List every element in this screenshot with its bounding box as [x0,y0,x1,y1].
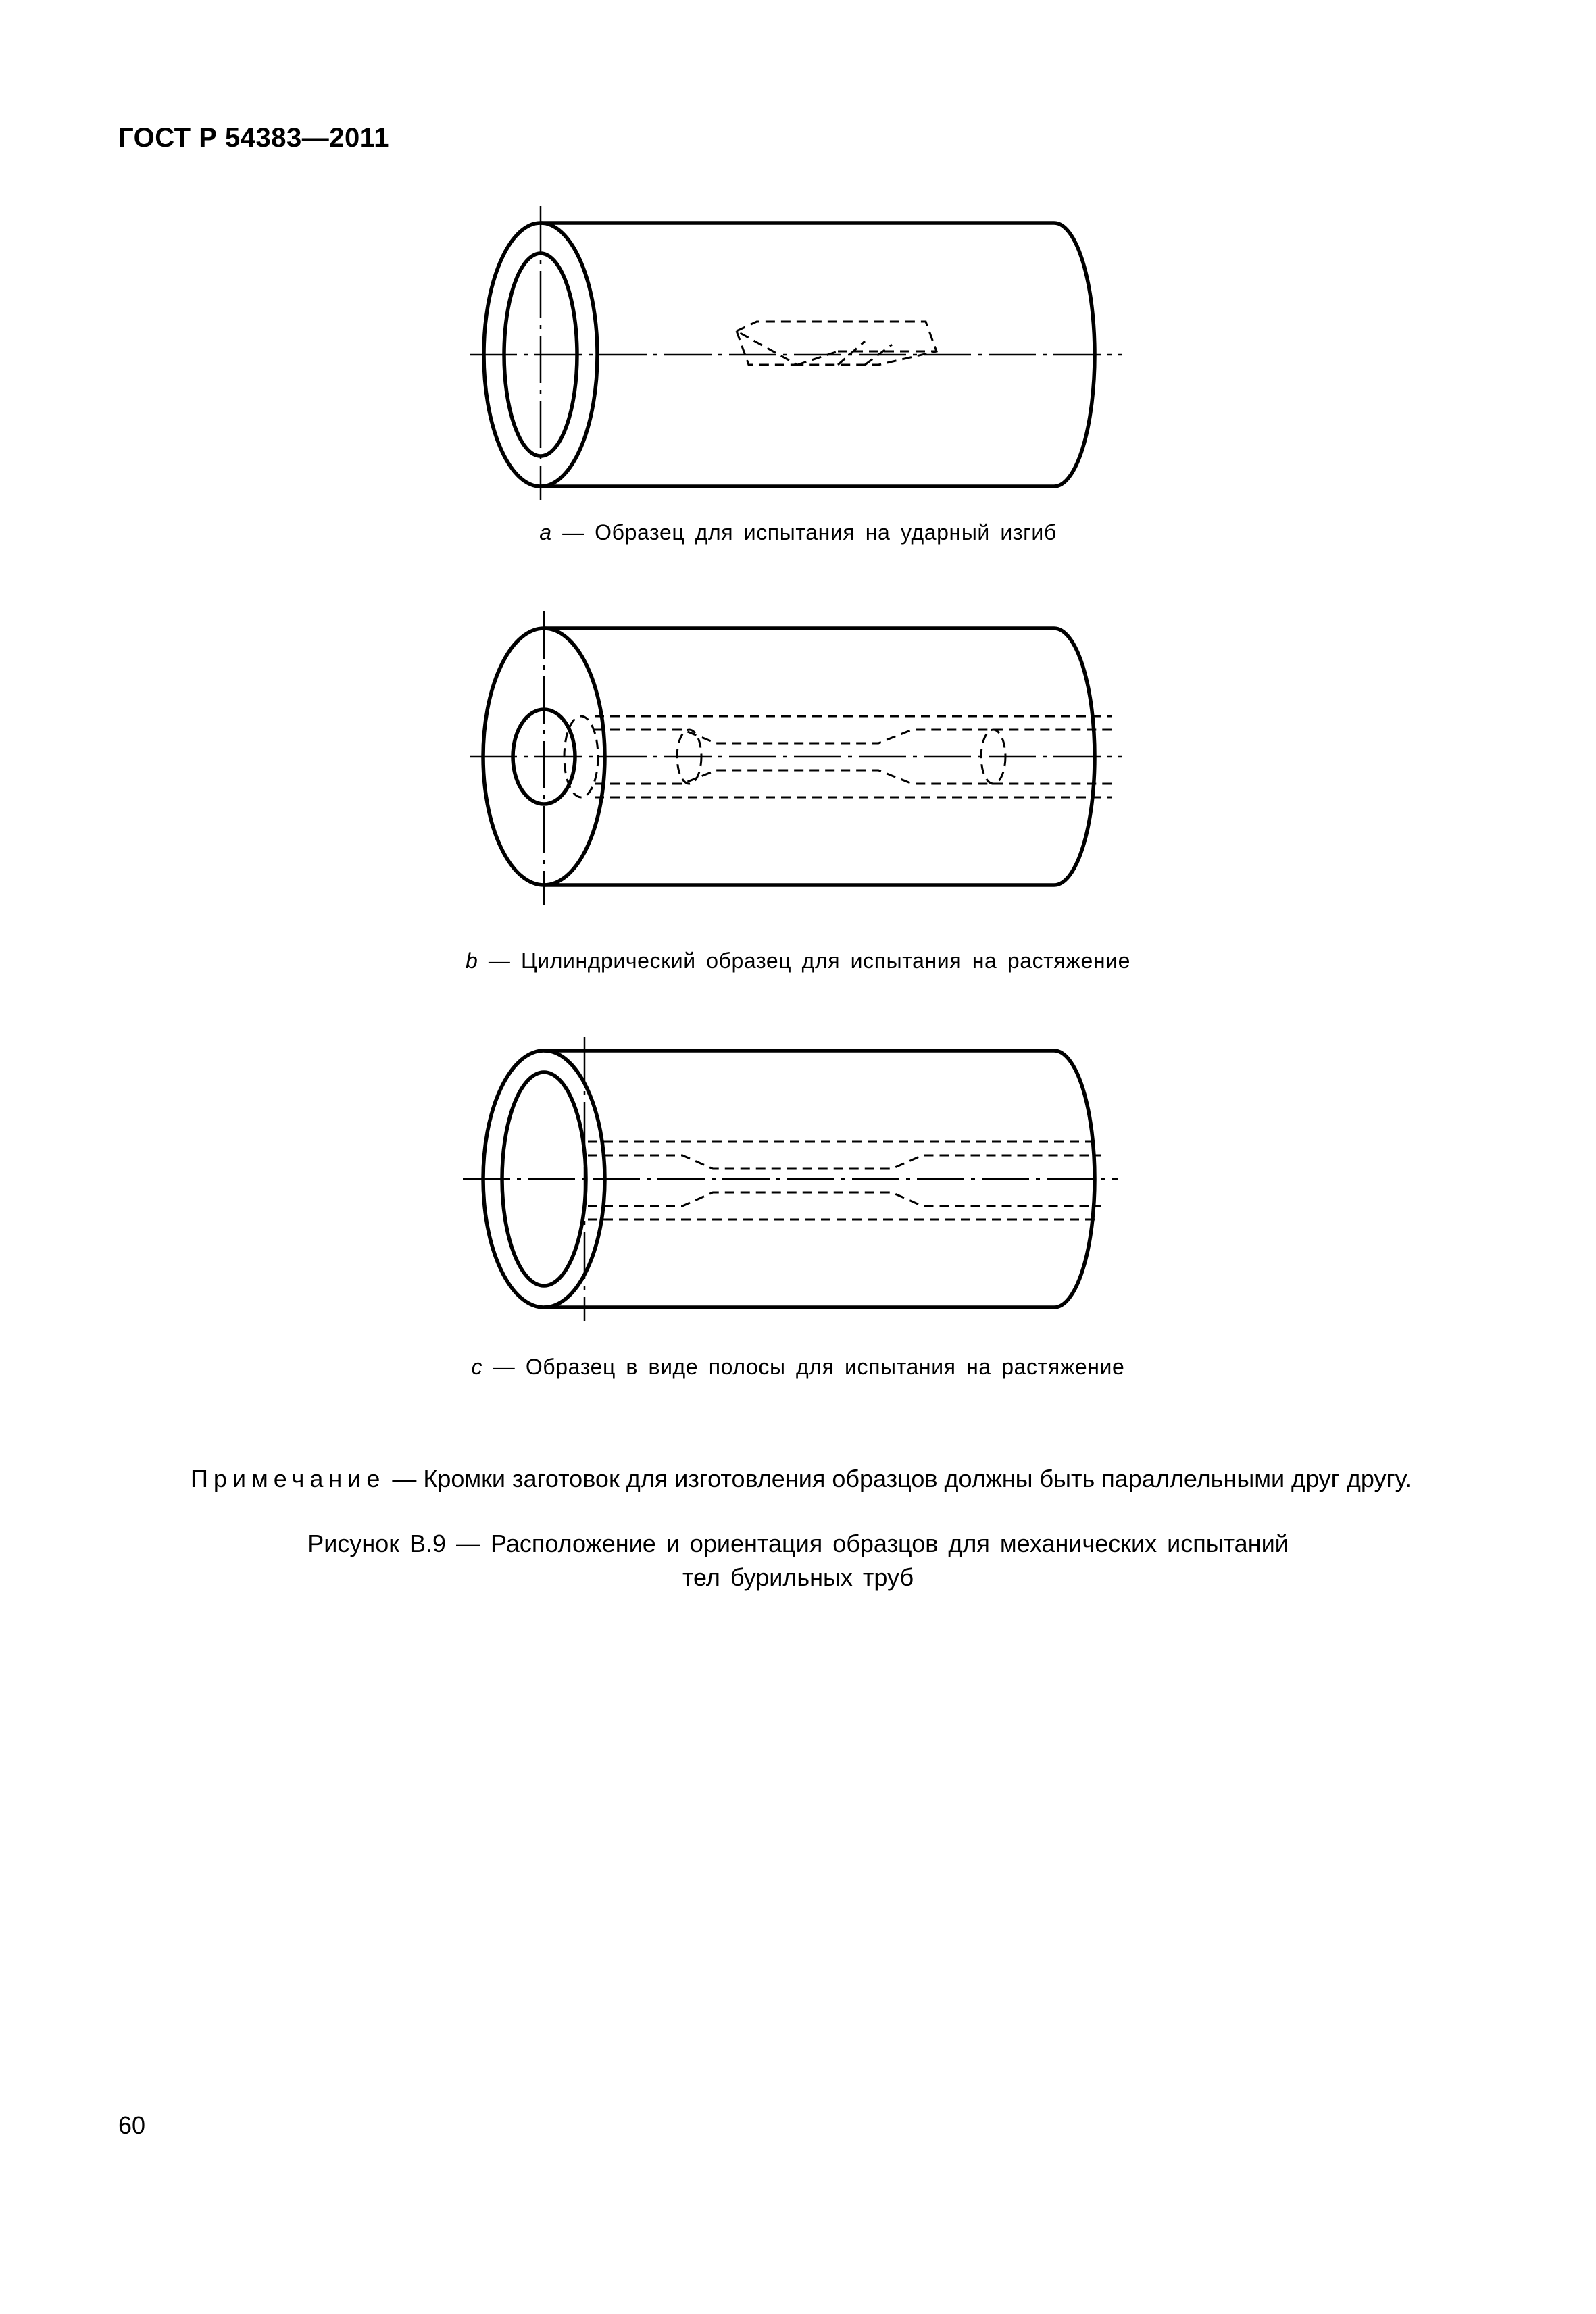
note-text: — Кромки заготовок для изготовления образцов должны быть параллельными друг другу. [385,1465,1412,1492]
figure-c-drawing [453,1030,1128,1328]
page-number: 60 [118,2111,146,2139]
figure-title-line2: тел бурильных труб [682,1563,914,1591]
figure-c-caption: c — Образец в виде полосы для испытания на растяжение [471,1355,1125,1379]
document-header: ГОСТ Р 54383—2011 [118,123,389,153]
figure-title-line1: Рисунок B.9 — Расположение и ориентация образцов для механических испытаний [307,1530,1289,1557]
figure-b-caption: b — Цилиндрический образец для испытания на растяжение [465,949,1130,973]
note [191,1465,1412,1493]
note-label: Примечание [191,1465,386,1492]
figure-a-drawing [459,203,1135,500]
figure-a-caption: a — Образец для испытания на ударный изгиб [539,520,1057,545]
figure-b-drawing [459,608,1135,905]
figure-title [0,1527,1596,1594]
